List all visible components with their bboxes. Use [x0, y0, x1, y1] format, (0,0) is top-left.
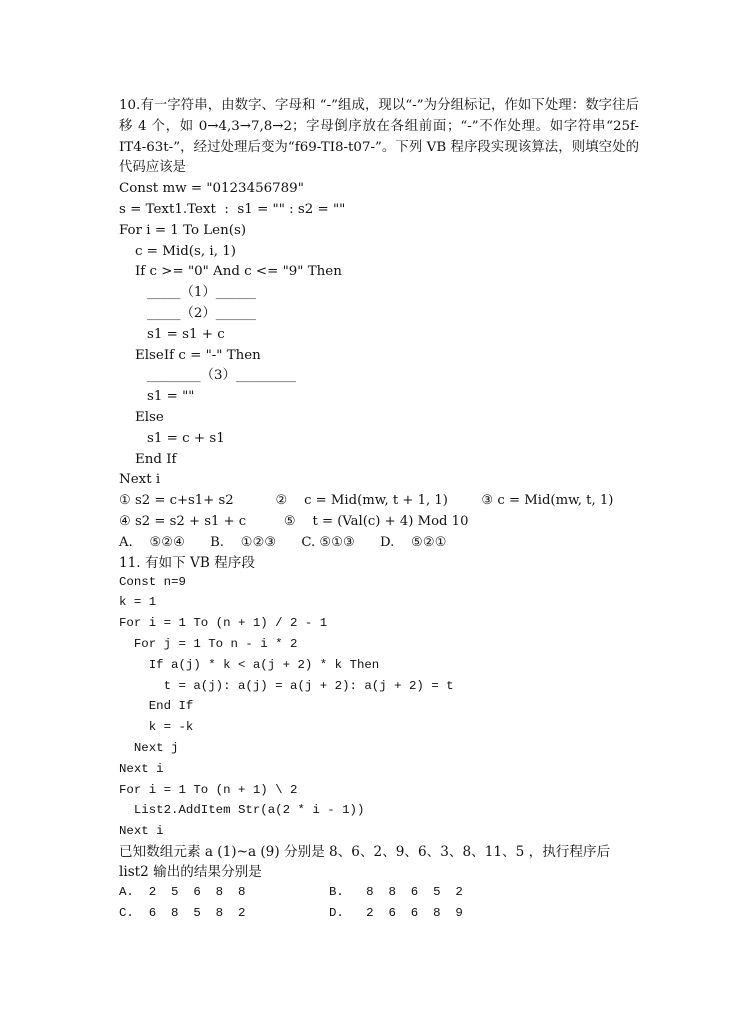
document-page	[119, 96, 639, 923]
blank-1-line: _____（1）______	[147, 285, 256, 301]
blank-2-line: _____（2）______	[147, 305, 256, 321]
question-10-options	[119, 491, 639, 553]
code-line: For i = 1 To (n + 1) / 2 - 1	[119, 616, 328, 631]
code-line: If c >= "0" And c <= "9" Then	[135, 264, 342, 280]
code-line: Const n=9	[119, 574, 186, 589]
option-line-1: ① s2 = c+s1+ s2 ② c = Mid(mw, t + 1, 1) ③ c = Mid(mw, t, 1)	[119, 493, 614, 509]
question-11-note: 已知数组元素 a (1)~a (9) 分别是 8、6、2、9、6、3、8、11、5 ，执行程序后 list2 输出的结果分别是	[119, 843, 611, 880]
question-11-answers	[119, 882, 639, 924]
answer-d: D. 2 6 6 8 9	[329, 905, 463, 920]
blank-3-line: ________（3）_________	[147, 368, 297, 384]
code-line: List2.AddItem Str(a(2 * i - 1))	[119, 803, 365, 818]
code-line: Const mw = "0123456789"	[119, 181, 304, 197]
code-line: Next i	[119, 824, 164, 839]
code-line: For j = 1 To n - i * 2	[119, 636, 298, 651]
answer-b: B. 8 8 6 5 2	[329, 884, 463, 899]
code-line: For i = 1 To Len(s)	[119, 222, 247, 238]
question-11-heading: 11. 有如下 VB 程序段	[119, 554, 255, 571]
code-line: s = Text1.Text : s1 = "" : s2 = ""	[119, 201, 346, 217]
code-line: For i = 1 To (n + 1) \ 2	[119, 782, 298, 797]
code-line: Next i	[119, 472, 161, 488]
code-line: If a(j) * k < a(j + 2) * k Then	[119, 657, 380, 672]
answer-choices: A. ⑤②④ B. ①②③ C. ⑤①③ D. ⑤②①	[119, 534, 447, 550]
code-line: End If	[135, 451, 177, 467]
option-line-2: ④ s2 = s2 + s1 + c ⑤ t = (Val(c) + 4) Mod 10	[119, 513, 469, 529]
code-line: s1 = ""	[147, 389, 195, 405]
code-line: t = a(j): a(j) = a(j + 2): a(j + 2) = t	[119, 678, 454, 693]
question-11-code	[119, 572, 639, 842]
answer-c: C. 6 8 5 8 2	[119, 905, 246, 920]
code-line: s1 = c + s1	[147, 430, 225, 446]
code-line: s1 = s1 + c	[147, 326, 225, 342]
question-10-intro: 10.有一字符串，由数字、字母和 “-”组成，现以“-”为分组标记，作如下处理：数字往后移 4 个，如 0→4,3→7,8→2；字母倒序放在各组前面；“-”不作处理。如字符串“25f-IT4-63t-”，经过处理后变为“f69-TI8-t07-”。下列 VB 程序段实现该算法，则填空处的代码应该是	[119, 98, 639, 176]
code-line: End If	[119, 699, 194, 714]
question-11	[119, 554, 639, 924]
answer-row	[119, 903, 639, 924]
question-10	[119, 96, 639, 554]
code-line: k = 1	[119, 595, 157, 610]
code-line: c = Mid(s, i, 1)	[135, 243, 236, 259]
answer-row	[119, 882, 639, 903]
code-line: Next i	[119, 761, 164, 776]
question-10-code	[119, 179, 639, 491]
answer-a: A. 2 5 6 8 8	[119, 884, 246, 899]
code-line: Else	[135, 409, 164, 425]
code-line: ElseIf c = "-" Then	[135, 347, 261, 363]
code-line: k = -k	[119, 720, 194, 735]
code-line: Next j	[119, 740, 179, 755]
